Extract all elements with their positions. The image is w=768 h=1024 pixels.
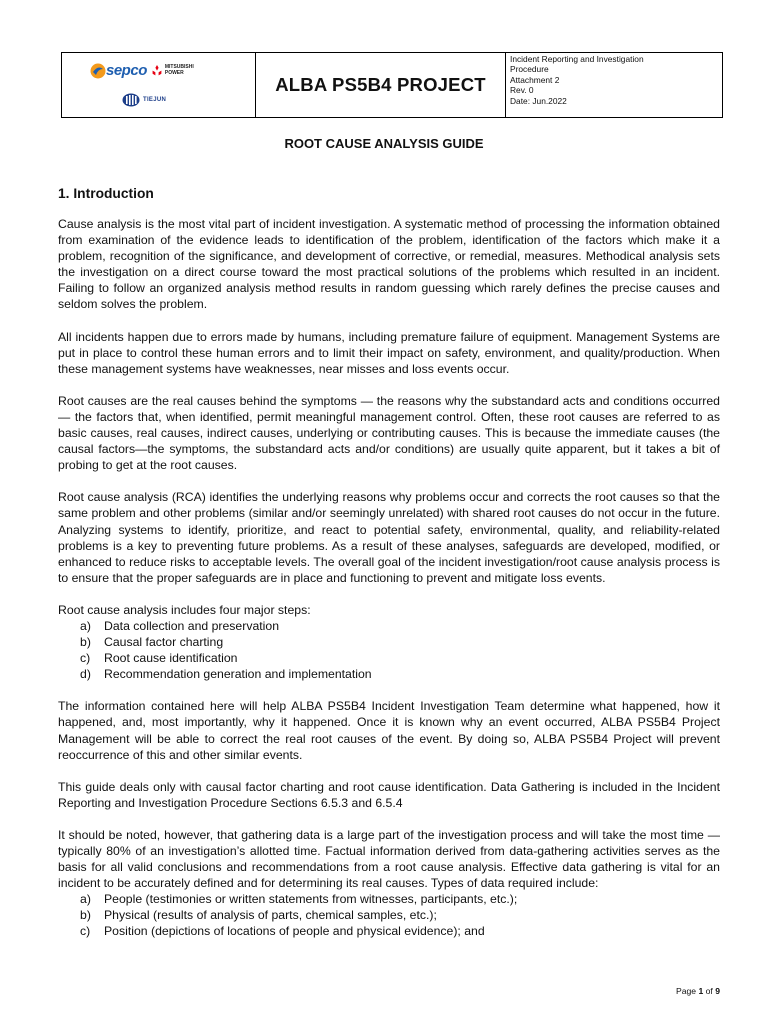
mitsubishi-logo xyxy=(151,65,194,76)
meta-line: Incident Reporting and Investigation xyxy=(510,54,644,64)
meta-line: Date: Jun.2022 xyxy=(510,95,567,106)
meta-line: Rev. 0 xyxy=(510,85,534,96)
mitsubishi-logo-text xyxy=(165,65,194,76)
list-item-text: Physical (results of analysis of parts, chemical samples, etc.); xyxy=(104,908,437,923)
document-title: ROOT CAUSE ANALYSIS GUIDE xyxy=(284,136,484,151)
mitsubishi-line1: MITSUBISHI xyxy=(164,64,194,70)
paragraph: Root cause analysis (RCA) identifies the underlying reasons why problems occur and corrects the root causes so that the same problem and other problems (similar and/or seemingly unrelated) with shared root causes do not occur in the future. Analyzing systems to identify, prioritize, and react to potential safety, environmental, quality, and reliability-related problems is a key to preventing future problems. As a result of these analyses, safeguards are developed, modified, or enhanced to reduce risks to acceptable levels. The overall goal of the incident investigation/root cause analysis process is to ensure that the proper safeguards are in place and functioning to prevent and mitigate loss events. xyxy=(58,490,720,585)
mitsubishi-line2: POWER xyxy=(164,69,184,76)
page-number xyxy=(676,986,720,996)
document-meta xyxy=(506,53,722,117)
paragraph: All incidents happen due to errors made by humans, including premature failure of equipment. Management Systems are put in place to control these human errors and to limit their impact on safety, environment, and quality/production. When these management systems have weaknesses, near misses and loss events occur. xyxy=(58,329,720,376)
page-label: Page xyxy=(676,986,697,996)
list-marker: c) xyxy=(80,924,91,939)
list-item xyxy=(58,634,720,650)
list-item xyxy=(58,666,720,682)
list-item xyxy=(58,923,720,939)
sepco-emblem-icon xyxy=(90,63,106,79)
page-total: 9 xyxy=(715,986,720,996)
project-title: ALBA PS5B4 PROJECT xyxy=(256,53,506,117)
paragraph: It should be noted, however, that gathering data is a large part of the investigation process and will take the most time — typically 80% of an investigation’s allotted time. Factual information derived from data-gathering activities serves as the basis for all valid conclusions and recommendations from a root cause analysis. Effective data gathering is vital for an incident to be accurately defined and for determining its real causes. Types of data required include: xyxy=(58,827,720,891)
list-marker: b) xyxy=(80,908,91,923)
page-current: 1 xyxy=(698,986,704,996)
list-marker: b) xyxy=(80,635,91,650)
list-item-text: Root cause identification xyxy=(104,651,238,666)
meta-line: Procedure xyxy=(510,64,549,75)
meta-line: Attachment 2 xyxy=(510,74,560,85)
list-marker: c) xyxy=(80,651,91,666)
steps-list xyxy=(58,618,720,682)
sepco-logo-text: sepco xyxy=(106,62,147,79)
list-marker: d) xyxy=(80,667,91,682)
list-item xyxy=(58,650,720,666)
tiejun-logo-text: TIEJUN xyxy=(143,97,167,103)
data-types-list xyxy=(58,891,720,939)
paragraph: Root causes are the real causes behind the symptoms — the reasons why the substandard acts and conditions occurred — the factors that, when identified, permit meaningful management control. Often, these root causes are referred to as basic causes, real causes, indirect causes, underlying or contributing causes. This is because the immediate causes (the causal factors—the symptoms, the substandard acts and/or conditions) are usually quite apparent, but it takes a bit of probing to get at the root causes. xyxy=(58,393,720,473)
paragraph: Cause analysis is the most vital part of incident investigation. A systematic method of processing the information obtained from examination of the evidence leads to identification of the problem, identification of the factors which make it a problem, recognition of the significance, and development of corrective, or remedial, measures. Methodical analysis sets the investigation on a direct course toward the most practical solutions of the problems which resulted in an incident. Failing to follow an organized analysis method results in random guessing which rarely defines the precise causes and seldom solves the problem. xyxy=(58,217,720,312)
logo-cell xyxy=(62,53,256,117)
list-marker: a) xyxy=(80,892,91,907)
list-item xyxy=(58,891,720,907)
section-heading: 1. Introduction xyxy=(58,186,154,201)
list-item-text: Recommendation generation and implementation xyxy=(104,667,372,682)
mitsubishi-diamonds-icon xyxy=(151,65,163,76)
paragraph: Root cause analysis includes four major steps: xyxy=(58,602,311,617)
list-item-text: People (testimonies or written statements from witnesses, participants, etc.); xyxy=(104,892,518,907)
list-item-text: Data collection and preservation xyxy=(104,618,280,633)
tiejun-logo xyxy=(122,93,166,107)
list-item-text: Causal factor charting xyxy=(104,635,224,650)
list-item-text: Position (depictions of locations of people and physical evidence); and xyxy=(104,924,485,939)
page-of-label: of xyxy=(705,986,713,996)
tiejun-emblem-icon xyxy=(122,93,140,107)
document-header xyxy=(61,52,723,118)
paragraph: The information contained here will help ALBA PS5B4 Incident Investigation Team determine what happened, how it happened, and, most importantly, why it happened. Once it is known why an event occurred, ALBA PS5B4 Project Management will be able to correct the real root causes of the event. By doing so, ALBA PS5B4 Project will prevent reoccurrence of this and other similar events. xyxy=(58,699,720,762)
list-item xyxy=(58,907,720,923)
sepco-logo xyxy=(90,62,194,79)
list-item xyxy=(58,618,720,634)
list-marker: a) xyxy=(80,618,91,633)
document-body xyxy=(58,185,720,940)
paragraph: This guide deals only with causal factor charting and root cause identification. Data Gathering is included in the Incident Reporting and Investigation Procedure Sections 6.5.3 and 6.5.4 xyxy=(58,779,720,810)
